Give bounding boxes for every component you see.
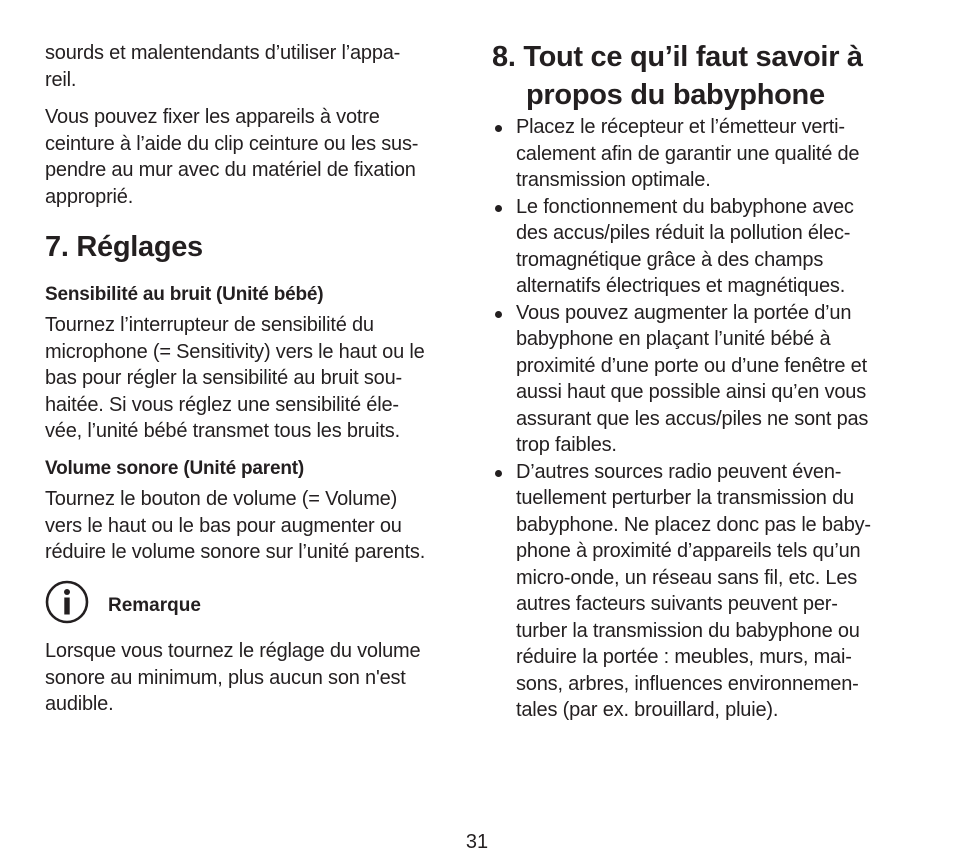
text-line: sonore au minimum, plus aucun son n'est [45, 666, 406, 689]
list-item [492, 194, 912, 300]
text-line: micro-onde, un réseau sans fil, etc. Les [516, 566, 858, 589]
list-item [492, 459, 912, 724]
text-line: microphone (= Sensitivity) vers le haut ou le [45, 340, 425, 363]
text-line: ceinture à l’aide du clip ceinture ou les sus- [45, 132, 419, 155]
text-line: transmission optimale. [516, 169, 711, 191]
text-line: sourds et malentendants d’utiliser l’appa- [45, 42, 401, 64]
text-line: trop faibles. [516, 434, 617, 456]
text-line: alternatifs électriques et magnétiques. [516, 275, 846, 297]
text-line: autres facteurs suivants peuvent per- [516, 593, 838, 615]
note-title: Remarque [108, 595, 201, 616]
text-line: babyphone en plaçant l’unité bébé à [516, 328, 831, 350]
list-item [492, 114, 912, 194]
text-line: tromagnétique grâce à des champs [516, 248, 824, 271]
list-item [492, 300, 912, 459]
text-line: audible. [45, 693, 114, 715]
text-line: Le fonctionnement du babyphone avec [516, 195, 854, 218]
text-line: turber la transmission du babyphone ou [516, 619, 860, 642]
text-line: approprié. [45, 185, 134, 208]
text-line: aussi haut que possible ainsi qu’en vous [516, 381, 867, 403]
bullet-icon [495, 205, 502, 212]
text-line: vers le haut ou le bas pour augmenter ou [45, 514, 402, 537]
mount-paragraph [45, 104, 418, 210]
text-line: Vous pouvez augmenter la portée d’un [516, 301, 852, 324]
text-line: réduire la portée : meubles, murs, mai- [516, 646, 852, 668]
text-line: Vous pouvez fixer les appareils à votre [45, 106, 380, 128]
text-line: phone à proximité d’appareils tels qu’un [516, 540, 861, 562]
text-line: des accus/piles réduit la pollution élec- [516, 222, 851, 244]
note-paragraph [45, 638, 420, 718]
text-line: assurant que les accus/piles ne sont pas [516, 407, 869, 430]
text-line: Tournez l’interrupteur de sensibilité du [45, 314, 374, 336]
info-icon [45, 580, 89, 624]
tips-list [492, 114, 912, 724]
volume-subheading: Volume sonore (Unité parent) [45, 458, 305, 479]
volume-paragraph [45, 486, 425, 566]
section-7-heading: 7. Réglages [45, 231, 203, 263]
heading-line: 8. Tout ce qu’il faut savoir à [492, 41, 863, 73]
text-line: reil. [45, 68, 77, 91]
text-line: vée, l’unité bébé transmet tous les bruits. [45, 420, 400, 442]
text-line: pendre au mur avec du matériel de fixation [45, 159, 416, 181]
text-line: Lorsque vous tournez le réglage du volume [45, 640, 421, 662]
bullet-icon [495, 470, 502, 477]
text-line: Tournez le bouton de volume (= Volume) [45, 488, 398, 510]
note-header [45, 580, 465, 626]
sensitivity-subheading: Sensibilité au bruit (Unité bébé) [45, 284, 324, 305]
text-line: D’autres sources radio peuvent éven- [516, 460, 842, 483]
text-line: Placez le récepteur et l’émetteur verti- [516, 116, 845, 138]
page-number: 31 [465, 831, 489, 853]
text-line: haitée. Si vous réglez une sensibilité éle- [45, 393, 399, 416]
text-line: réduire le volume sonore sur l’unité parents. [45, 541, 426, 563]
text-line: tuellement perturber la transmission du [516, 487, 854, 509]
text-line: calement afin de garantir une qualité de [516, 142, 860, 165]
bullet-icon [495, 311, 502, 318]
heading-line: propos du babyphone [526, 79, 825, 111]
text-line: sons, arbres, influences environnemen- [516, 672, 859, 695]
intro-paragraph [45, 40, 400, 93]
text-line: bas pour régler la sensibilité au bruit sou- [45, 367, 402, 389]
text-line: babyphone. Ne placez donc pas le baby- [516, 513, 871, 536]
bullet-icon [495, 125, 502, 132]
text-line: tales (par ex. brouillard, pluie). [516, 699, 779, 721]
section-8-heading [492, 38, 863, 114]
text-line: proximité d’une porte ou d’une fenêtre et [516, 354, 867, 377]
sensitivity-paragraph [45, 312, 425, 445]
